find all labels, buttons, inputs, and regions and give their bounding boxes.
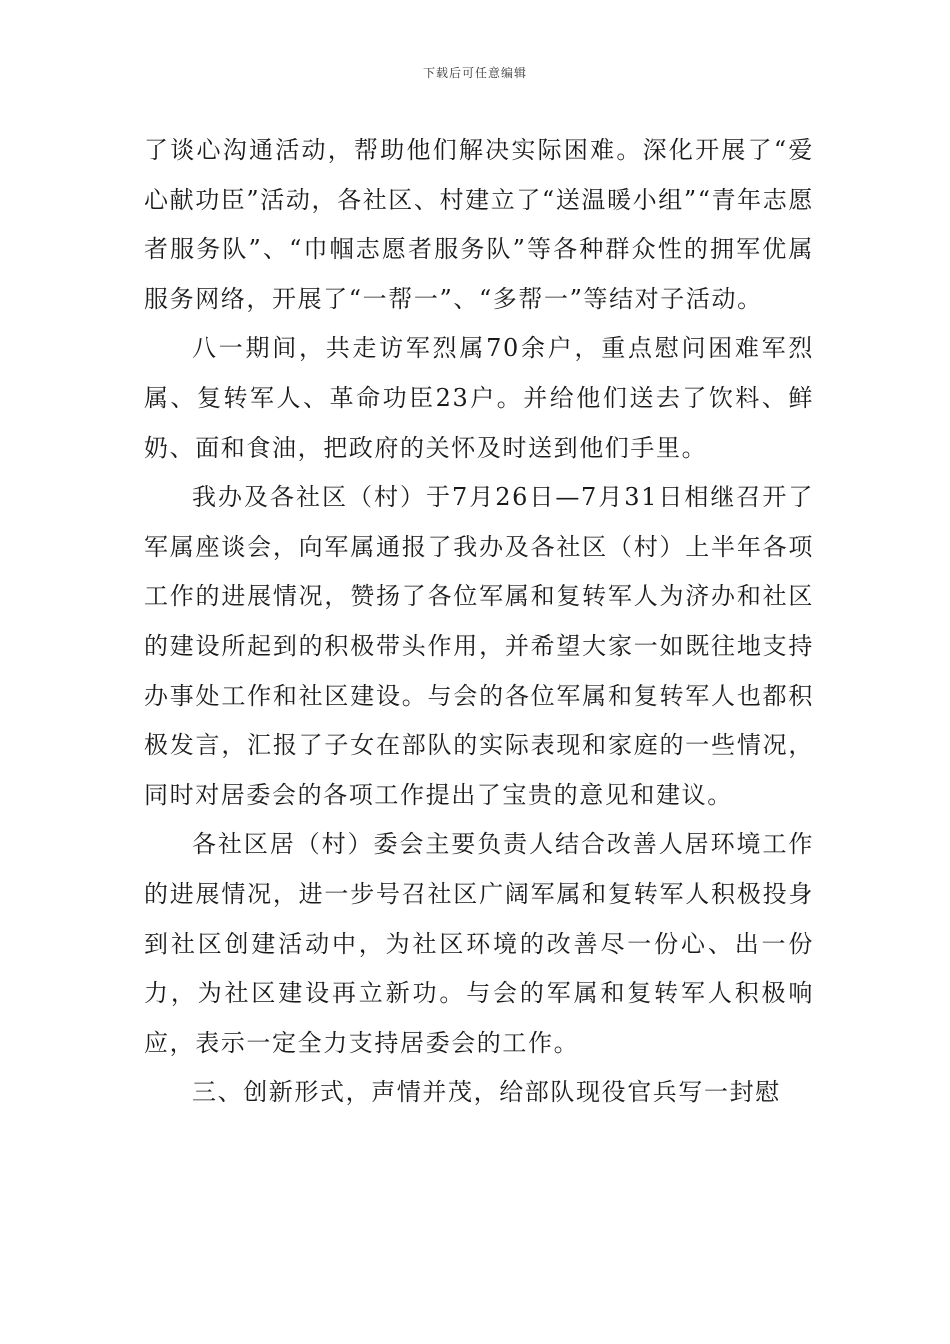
paragraph-section-three: 三、创新形式，声情并茂，给部队现役官兵写一封慰 — [192, 1078, 781, 1107]
page-header: 下载后可任意编辑 — [422, 66, 527, 80]
paragraph-military-family-forum: 我办及各社区（村）于7月26日—7月31日相继召开了军属座谈会，向军属通报了我办及各社区（村）上半年各项工作的进展情况，赞扬了各位军属和复转军人为济办和社区的建设所起到的积极带头作用，并希望大家一如既往地支持办事处工作和社区建设。与会的各位军属和复转军人也都积极发言，汇报了子女在部队的实际表现和家庭的一些情况，同时对居委会的各项工作提出了宝贵的意见和建议。 — [144, 483, 814, 809]
paragraph-community-call: 各社区居（村）委会主要负责人结合改善人居环境工作的进展情况，进一步号召社区广阔军属和复转军人积极投身到社区创建活动中，为社区环境的改善尽一份心、出一份力，为社区建设再立新功。与会的军属和复转军人积极响应，表示一定全力支持居委会的工作。 — [144, 830, 814, 1057]
paragraph-continuation: 了谈心沟通活动，帮助他们解决实际困难。深化开展了“爱心献功臣”活动，各社区、村建立了“送温暖小组”“青年志愿者服务队”、“巾帼志愿者服务队”等各种群众性的拥军优属服务网络，开展了“一帮一”、“多帮一”等结对子活动。 — [144, 136, 814, 313]
paragraph-bayi-visits: 八一期间，共走访军烈属70余户，重点慰问困难军烈属、复转军人、革命功臣23户。并给他们送去了饮料、鲜奶、面和食油，把政府的关怀及时送到他们手里。 — [144, 334, 814, 462]
document-body — [144, 126, 814, 1118]
